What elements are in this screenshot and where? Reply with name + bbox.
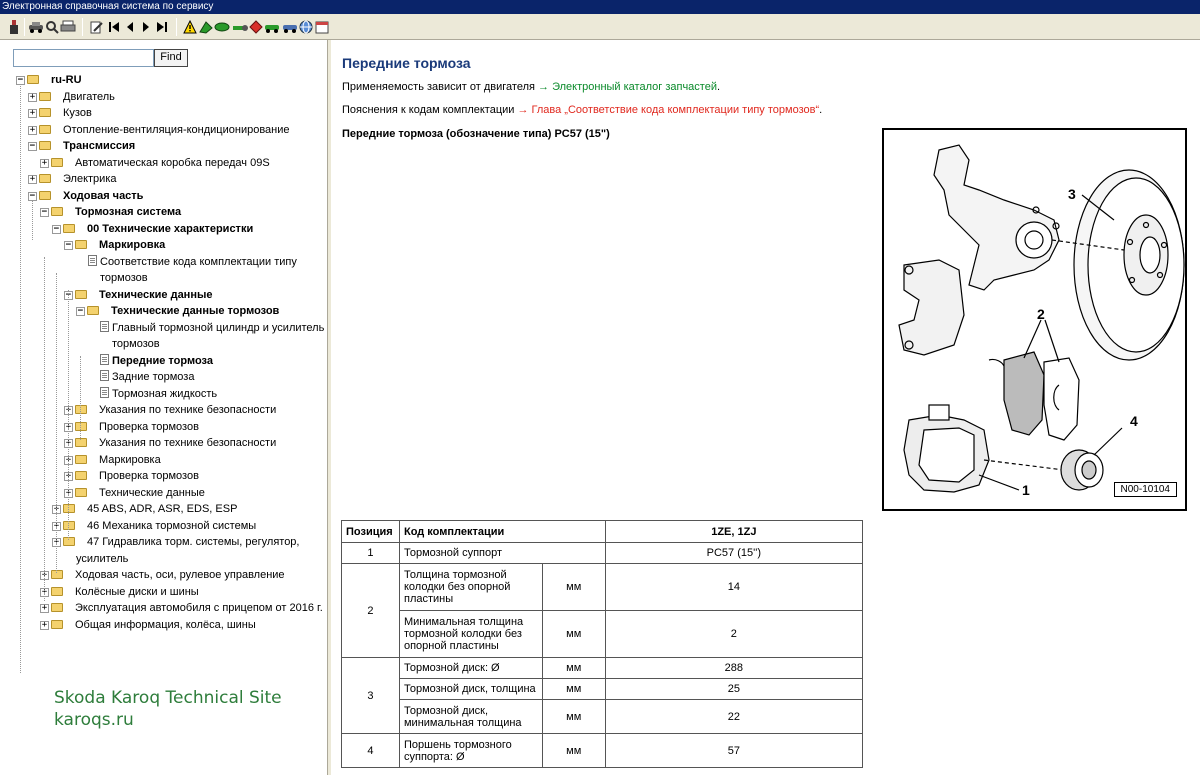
parts-catalog-link[interactable]: → Электронный каталог запчастей [538,81,717,93]
cell-unit: мм [542,658,605,679]
tree-item-label: Проверка тормозов [99,470,199,482]
folder-icon [63,537,75,546]
folder-icon [75,422,87,431]
watermark-url: karoqs.ru [54,710,134,730]
expand-toggle-icon[interactable]: + [65,454,72,465]
folder-icon [51,158,63,167]
header-equipment-code: Код комплектации [399,521,605,543]
collapse-toggle-icon[interactable]: − [29,190,36,201]
table-row [342,564,863,611]
expand-toggle-icon[interactable]: + [53,537,60,547]
tree-item-label: Передние тормоза [112,354,213,367]
tree-guide-line [68,290,69,540]
folder-icon [51,570,63,579]
brake-assembly-figure [882,128,1187,511]
folder-open-icon [27,75,39,84]
tree-item-label: Автоматическая коробка передач 09S [75,156,270,169]
cell-unit: мм [542,734,605,768]
tools-icon[interactable] [232,18,248,35]
collapse-toggle-icon[interactable]: − [17,75,24,85]
table-row [342,734,863,768]
globe-icon[interactable] [298,18,314,35]
tree-item-label: Общая информация, колёса, шины [75,618,256,631]
folder-icon [75,438,87,447]
find-button[interactable]: Find [154,49,188,67]
tree-item-label: 47 Гидравлика торм. системы, регулятор, [87,536,300,548]
page-title: Передние тормоза [342,55,471,71]
applicability-end: . [716,81,721,93]
expand-toggle-icon[interactable]: + [53,504,60,514]
tree-item-label: тормозов [100,272,148,284]
cell-value: 25 [605,679,862,700]
car-icon[interactable] [28,18,44,35]
calendar-icon[interactable] [314,18,330,35]
cell-unit: мм [542,679,605,700]
tree-item-label: Технические данные тормозов [111,305,280,317]
cell-name: Минимальная толщина тормозной колодки без опорной пластины [399,611,542,658]
codes-text: Пояснения к кодам комплектации [342,104,515,116]
folder-icon [75,471,87,480]
tree-guide-line [56,273,57,573]
tree-item-label: тормозов [112,338,160,350]
tree-item-label: Тормозная система [75,206,182,218]
vehicle-blue-icon[interactable] [282,18,298,35]
folder-open-icon [39,141,51,150]
document-content [331,40,1200,775]
folder-open-icon [51,207,63,216]
cell-pos: 3 [342,658,400,734]
tree-item-label: Электрика [63,173,117,185]
folder-icon [39,174,51,183]
tree-item-label: Маркировка [99,239,166,251]
expand-toggle-icon[interactable]: + [41,619,48,630]
tree-item-label: Проверка тормозов [99,420,199,433]
callout-4: 4 [1130,413,1138,429]
applicability-text: Применяемость зависит от двигателя [342,81,535,93]
tree-item-label: Задние тормоза [112,371,195,383]
expand-toggle-icon[interactable]: + [65,471,72,481]
cell-name: Тормозной диск, толщина [399,679,542,700]
cell-pos: 2 [342,564,400,658]
callout-2: 2 [1037,306,1045,322]
tree-item-label: Технические данные [99,288,213,301]
cell-value: PC57 (15'') [605,543,862,564]
table-row [342,679,863,700]
folder-icon [75,405,87,414]
codes-paragraph [342,104,822,116]
folder-icon [75,455,87,464]
toolbar [0,14,1200,40]
callout-3: 3 [1068,186,1076,202]
codes-end: . [819,104,823,116]
folder-open-icon [87,306,99,315]
diagnostics-icon[interactable] [198,18,214,35]
tree-item-label: 46 Механика тормозной системы [87,519,257,532]
applicability-paragraph [342,81,720,93]
cell-name: Тормозной диск: Ø [399,658,542,679]
cell-unit: мм [542,611,605,658]
search-icon[interactable] [44,18,60,35]
collapse-toggle-icon[interactable]: − [77,306,84,316]
header-engine-codes: 1ZE, 1ZJ [605,521,862,543]
cell-name: Тормозной диск, минимальная толщина [399,700,542,734]
tree-item-label: Указания по технике безопасности [99,404,277,416]
vehicle-info-icon[interactable] [214,18,230,35]
expand-toggle-icon[interactable]: + [65,421,72,432]
expand-toggle-icon[interactable]: + [41,586,48,597]
tree-item-label: Ходовая часть [63,189,144,202]
tree-item-label: Тормозная жидкость [112,387,218,400]
last-page-icon[interactable] [154,18,170,35]
tree-item-label: Маркировка [99,453,161,466]
collapse-toggle-icon[interactable]: − [65,289,72,300]
table-row [342,658,863,679]
expand-toggle-icon[interactable]: + [65,487,72,498]
folder-open-icon [75,290,87,299]
table-header-row [342,521,863,543]
section-subheading: Передние тормоза (обозначение типа) PC57 (15") [342,128,610,140]
collapse-toggle-icon[interactable]: − [29,141,36,151]
figure-label: N00-10104 [1114,482,1177,497]
header-position: Позиция [342,521,400,543]
previous-page-icon[interactable] [122,18,138,35]
folder-icon [63,521,75,530]
tree-item-label: Указания по технике безопасности [99,437,277,449]
expand-toggle-icon[interactable]: + [41,157,48,168]
tree-item-label: Двигатель [63,90,115,103]
document-icon [100,354,109,365]
watermark-title: Skoda Karoq Technical Site [54,688,282,708]
folder-icon [39,125,51,134]
brake-codes-chapter-link[interactable]: → Глава „Соответствие кода комплектации типу тормозов“ [517,104,820,116]
folder-icon [39,92,51,101]
tree-item-label: Колёсные диски и шины [75,585,199,598]
expand-toggle-icon[interactable]: + [41,603,48,613]
callout-1: 1 [1022,482,1030,498]
cell-unit: мм [542,700,605,734]
document-icon [100,370,109,381]
expand-toggle-icon[interactable]: + [29,174,36,184]
expand-toggle-icon[interactable]: + [41,570,48,580]
folder-icon [51,587,63,596]
tree-item-label: Эксплуатация автомобиля с прицепом от 2016 г. [75,602,323,614]
search-input[interactable] [13,49,154,67]
folder-icon [63,504,75,513]
folder-icon [51,620,63,629]
collapse-toggle-icon[interactable]: − [53,223,60,234]
cell-unit: мм [542,564,605,611]
next-page-icon[interactable] [138,18,154,35]
folder-icon [39,108,51,117]
document-icon [100,321,109,332]
cell-name: Толщина тормозной колодки без опорной пластины [399,564,542,611]
warning-icon[interactable] [182,18,198,35]
collapse-toggle-icon[interactable]: − [65,240,72,250]
user-icon[interactable] [6,18,22,35]
folder-open-icon [63,224,75,233]
vehicle-green-icon[interactable] [264,18,280,35]
document-icon [88,255,97,266]
tree-item-label: Трансмиссия [63,140,136,152]
tree-item-label: ru-RU [51,74,82,86]
cell-pos: 1 [342,543,400,564]
collapse-toggle-icon[interactable]: − [41,207,48,217]
table-row [342,700,863,734]
first-page-icon[interactable] [106,18,122,35]
tree-guide-line [44,257,45,601]
folder-icon [75,488,87,497]
tree-item-label: 45 ABS, ADR, ASR, EDS, ESP [87,503,238,515]
tree-guide-line [32,200,33,240]
expand-toggle-icon[interactable]: + [53,520,60,531]
cell-value: 22 [605,700,862,734]
tree-item-label: 00 Технические характеристки [87,222,254,235]
folder-icon [51,603,63,612]
expand-toggle-icon[interactable]: + [29,108,36,118]
tree-guide-line [80,356,81,440]
cell-value: 57 [605,734,862,768]
cell-value: 14 [605,564,862,611]
cell-name: Поршень тормозного суппорта: Ø [399,734,542,768]
cell-name: Тормозной суппорт [399,543,605,564]
table-row [342,611,863,658]
window-title: Электронная справочная система по сервису [2,1,214,12]
edit-icon[interactable] [88,18,104,35]
cell-value: 288 [605,658,862,679]
cell-pos: 4 [342,734,400,768]
folder-open-icon [75,240,87,249]
expand-toggle-icon[interactable]: + [65,438,72,448]
tree-item-label: Отопление-вентиляция-кондиционирование [63,123,290,136]
tree-guide-line [20,86,21,673]
expand-toggle-icon[interactable]: + [29,91,36,102]
brake-spec-table [341,520,863,768]
tree-item-label: Ходовая часть, оси, рулевое управление [75,569,285,581]
brake-exploded-view-drawing [884,130,1185,509]
document-icon [100,387,109,398]
expand-toggle-icon[interactable]: + [65,405,72,415]
folder-open-icon [39,191,51,200]
tree-item-label: Главный тормозной цилиндр и усилитель [112,321,325,334]
tree-item-label: Кузов [63,107,92,119]
expand-toggle-icon[interactable]: + [29,124,36,135]
print-icon[interactable] [60,18,76,35]
window-title-bar [0,0,1200,14]
repair-icon[interactable] [248,18,264,35]
tree-item-label: Соответствие кода комплектации типу [100,255,297,268]
cell-value: 2 [605,611,862,658]
tree-item-label: Технические данные [99,486,205,499]
table-row [342,543,863,564]
navigation-tree-pane [0,40,328,775]
tree-item-label: усилитель [76,552,129,565]
